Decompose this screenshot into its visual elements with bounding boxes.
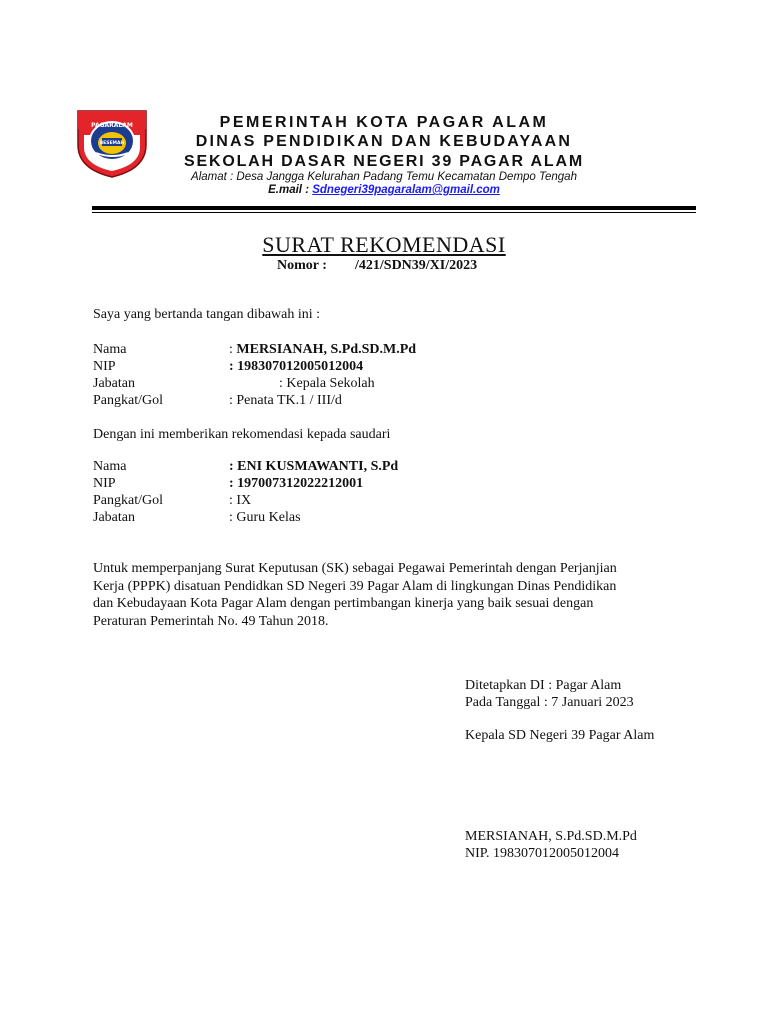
header-divider-thick [92, 206, 696, 210]
intro-text: Saya yang bertanda tangan dibawah ini : [93, 307, 321, 322]
signature-nip: NIP. 198307012005012004 [465, 846, 620, 861]
body-line: Peraturan Pemerintah No. 49 Tahun 2018. [93, 613, 329, 629]
signature-date: Pada Tanggal : 7 Januari 2023 [465, 695, 634, 710]
recipient-nip-label: NIP [93, 476, 116, 491]
recipient-nama-value: : ENI KUSMAWANTI, S.Pd [229, 459, 399, 474]
svg-text:BESEMAH: BESEMAH [99, 141, 125, 146]
header-address: Alamat : Desa Jangga Kelurahan Padang Temu Kecamatan Dempo Tengah [191, 171, 577, 183]
signature-place: Ditetapkan DI : Pagar Alam [465, 678, 622, 693]
body-line: Kerja (PPPK) disatuan Pendidkan SD Negeri 39 Pagar Alam di lingkungan Dinas Pendidikan [93, 578, 617, 594]
signer-jabatan-label: Jabatan [93, 376, 135, 391]
body-paragraph [93, 560, 683, 630]
body-line: Untuk memperpanjang Surat Keputusan (SK) sebagai Pegawai Pemerintah dengan Perjanjian [93, 561, 617, 576]
recipient-pangkat-label: Pangkat/Gol [93, 493, 163, 508]
city-emblem-logo [74, 107, 150, 179]
recommend-intro: Dengan ini memberikan rekomendasi kepada saudari [93, 427, 391, 442]
recipient-nama-label: Nama [93, 459, 127, 474]
signer-pangkat-label: Pangkat/Gol [93, 393, 163, 408]
signature-position: Kepala SD Negeri 39 Pagar Alam [465, 728, 655, 743]
header-department: DINAS PENDIDIKAN DAN KEBUDAYAAN [195, 133, 573, 150]
signer-nip-label: NIP [93, 359, 116, 374]
signer-nip-value: : 198307012005012004 [229, 359, 364, 374]
document-title: SURAT REKOMENDASI [262, 232, 506, 257]
body-line: dan Kebudayaan Kota Pagar Alam dengan pertimbangan kinerja yang baik sesuai dengan [93, 596, 594, 611]
signer-jabatan-value: : Kepala Sekolah [279, 376, 375, 391]
header-school: SEKOLAH DASAR NEGERI 39 PAGAR ALAM [184, 153, 584, 170]
header-government: PEMERINTAH KOTA PAGAR ALAM [219, 114, 549, 131]
nomor-label: Nomor : [277, 258, 327, 273]
signature-name: MERSIANAH, S.Pd.SD.M.Pd [465, 829, 637, 844]
recipient-jabatan-label: Jabatan [93, 510, 135, 525]
recipient-jabatan-value: : Guru Kelas [229, 510, 301, 525]
email-link[interactable]: Sdnegeri39pagaralam@gmail.com [312, 184, 500, 196]
header-email-line [150, 184, 618, 196]
signer-nama-label: Nama [93, 342, 127, 357]
nomor-value: /421/SDN39/XI/2023 [355, 258, 478, 273]
email-label: E.mail : [268, 184, 313, 196]
document-number [277, 258, 477, 274]
header-divider-thin [92, 212, 696, 213]
signer-pangkat-value: : Penata TK.1 / III/d [229, 393, 342, 408]
svg-text:PAGARALAM: PAGARALAM [91, 122, 133, 129]
signer-nama-value: : MERSIANAH, S.Pd.SD.M.Pd [229, 342, 417, 357]
recipient-pangkat-value: : IX [229, 493, 252, 508]
recipient-nip-value: : 197007312022212001 [229, 476, 364, 491]
